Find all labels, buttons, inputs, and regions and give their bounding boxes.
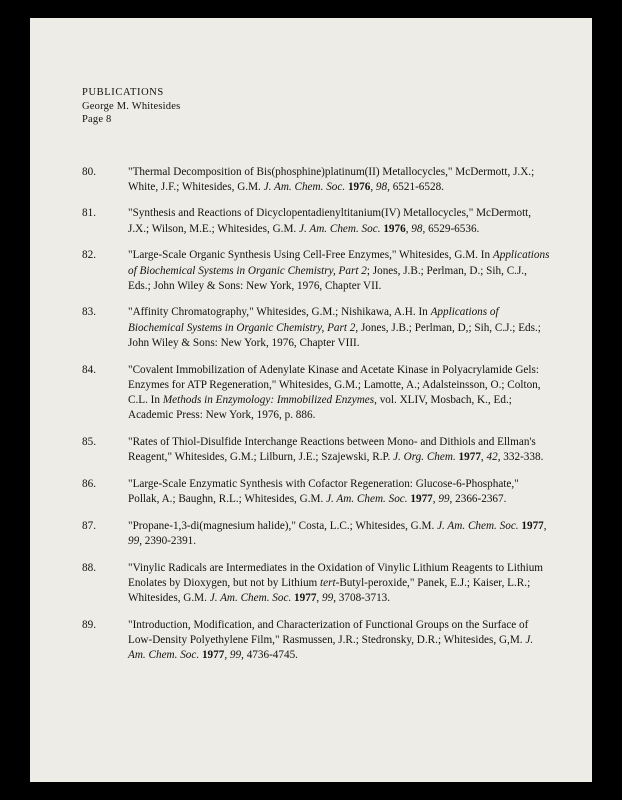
publication-entry <box>82 248 552 294</box>
publication-entry-number: 84. <box>82 363 96 376</box>
publication-entry-number: 82. <box>82 249 96 262</box>
header-page-number: Page 8 <box>82 114 112 125</box>
publication-entry <box>82 618 552 664</box>
publication-entry-citation: "Large-Scale Organic Synthesis Using Cell-Free Enzymes," Whitesides, G.M. In Applications of Biochemical Systems in Organic Chemistry, Part 2; Jones, J.B.; Perlman, D.; Sih, C.J., Eds.; John Wiley & Sons: New York, 1976, Chapter VII. <box>128 249 550 292</box>
publication-entry <box>82 363 552 424</box>
publication-entry-number: 89. <box>82 618 96 631</box>
page-content <box>82 86 552 675</box>
publication-entry-number: 81. <box>82 207 96 220</box>
publication-entry-number: 80. <box>82 165 96 178</box>
publication-entry-number: 88. <box>82 561 96 574</box>
document-page <box>30 18 592 782</box>
publication-entry <box>82 519 552 549</box>
document-header <box>82 86 552 127</box>
publication-entry <box>82 206 552 236</box>
publication-entry-number: 87. <box>82 519 96 532</box>
publication-list <box>82 165 552 664</box>
publication-entry-citation: "Introduction, Modification, and Characterization of Functional Groups on the Surface of Low-Density Polyethylene Film," Rasmussen, J.R.; Stedronsky, D.R.; Whitesides, G,M. J. Am. Chem. Soc. 1977, 99, 4736-4745. <box>128 618 534 662</box>
publication-entry-citation: "Vinylic Radicals are Intermediates in the Oxidation of Vinylic Lithium Reagents to Lithium Enolates by Dioxygen, but not by Lithium tert-Butyl-peroxide," Panek, E.J.; Kaiser, L.R.; Whitesides, G.M. J. Am. Chem. Soc. 1977, 99, 3708-3713. <box>128 561 543 604</box>
publication-entry-citation: "Large-Scale Enzymatic Synthesis with Cofactor Regeneration: Glucose-6-Phosphate," Pollak, A.; Baughn, R.L.; Whitesides, G.M. J. Am. Chem. Soc. 1977, 99, 2366-2367. <box>128 477 519 505</box>
publication-entry-citation: "Affinity Chromatography," Whitesides, G.M.; Nishikawa, A.H. In Applications of Biochemical Systems in Organic Chemistry, Part 2, Jones, J.B.; Perlman, D,; Sih, C.J.; Eds.; John Wiley & Sons: New York, 1976, Chapter VIII. <box>128 306 541 349</box>
publication-entry-citation: "Propane-1,3-di(magnesium halide)," Costa, L.C.; Whitesides, G.M. J. Am. Chem. Soc. 1977, 99, 2390-2391. <box>128 519 547 547</box>
publication-entry-number: 86. <box>82 477 96 490</box>
publication-entry <box>82 477 552 507</box>
publication-entry-citation: "Covalent Immobilization of Adenylate Kinase and Acetate Kinase in Polyacrylamide Gels: Enzymes for ATP Regeneration," Whitesides, G.M.; Lamotte, A.; Adalsteinsson, O.; Colton, C.L. In Methods in Enzymology: Immobilized Enzymes, vol. XLIV, Mosbach, K., Ed.; Academic Press: New York, 1976, p. 886. <box>128 363 541 422</box>
publication-entry-citation: "Synthesis and Reactions of Dicyclopentadienyltitanium(IV) Metallocycles," McDermott, J.X.; Wilson, M.E.; Whitesides, G.M. J. Am. Chem. Soc. 1976, 98, 6529-6536. <box>128 207 532 235</box>
publication-entry-citation: "Rates of Thiol-Disulfide Interchange Reactions between Mono- and Dithiols and Ellman's Reagent," Whitesides, G.M.; Lilburn, J.E.; Szajewski, R.P. J. Org. Chem. 1977, 42, 332-338. <box>128 435 544 464</box>
header-author: George M. Whitesides <box>82 100 181 112</box>
publication-entry <box>82 165 552 195</box>
header-title: PUBLICATIONS <box>82 87 164 98</box>
publication-entry <box>82 435 552 465</box>
publication-entry-number: 83. <box>82 306 96 319</box>
publication-entry <box>82 305 552 351</box>
publication-entry <box>82 561 552 607</box>
publication-entry-number: 85. <box>82 435 96 448</box>
publication-entry-citation: "Thermal Decomposition of Bis(phosphine)platinum(II) Metallocycles," McDermott, J.X.; White, J.F.; Whitesides, G.M. J. Am. Chem. Soc. 1976, 98, 6521-6528. <box>128 165 535 193</box>
